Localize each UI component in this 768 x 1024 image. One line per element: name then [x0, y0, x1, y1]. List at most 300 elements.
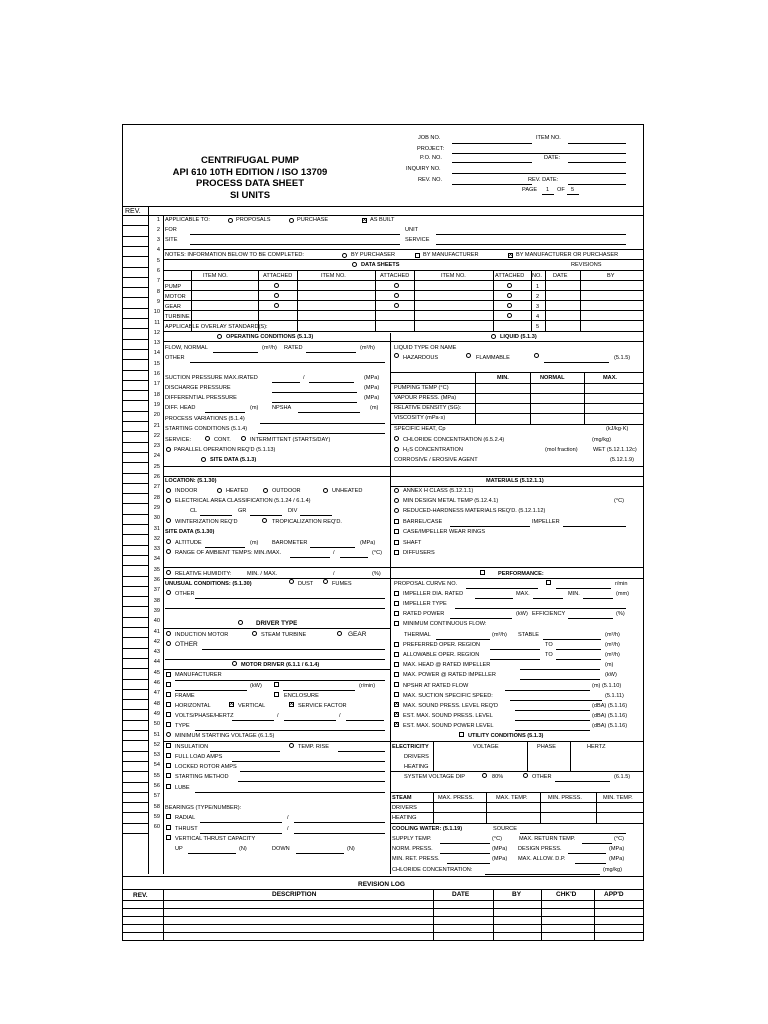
as-built-checkbox[interactable] — [362, 218, 367, 223]
rev-no-field[interactable] — [452, 184, 532, 185]
normal-header: NORMAL — [540, 375, 565, 381]
ambient-temps-radio[interactable] — [166, 549, 171, 554]
impeller-type-field[interactable] — [455, 608, 626, 609]
title-line-3: PROCESS DATA SHEET — [195, 178, 305, 189]
stable-field[interactable] — [543, 639, 601, 640]
driver-other-field-2[interactable] — [165, 659, 385, 660]
po-no-label: P.O. NO. — [420, 155, 442, 161]
h2s-radio[interactable] — [394, 447, 399, 452]
revlog-rev-header: REV. — [133, 892, 148, 899]
ambient-min-field[interactable] — [290, 557, 330, 558]
thrust-type-field[interactable] — [200, 833, 282, 834]
diff-head-label: DIFF. HEAD — [165, 405, 196, 411]
revision-log-title: REVISION LOG — [358, 881, 405, 888]
revlog-row[interactable] — [122, 940, 644, 941]
section-rule — [163, 320, 644, 321]
locked-rotor-amps-field[interactable] — [240, 771, 385, 772]
section-rule — [163, 476, 644, 477]
motor-power-checkbox[interactable] — [166, 682, 171, 687]
slash: / — [339, 713, 341, 719]
barrel-case-checkbox[interactable] — [394, 519, 399, 524]
rev-cell-rule — [122, 576, 148, 577]
allowable-from-field[interactable] — [490, 659, 540, 660]
cont-radio[interactable] — [205, 436, 210, 441]
ambient-max-field[interactable] — [340, 557, 368, 558]
item-no-label: ITEM NO. — [536, 135, 561, 141]
heated-radio[interactable] — [217, 488, 222, 493]
liquid-ref: (5.1.5) — [614, 355, 631, 361]
manufacturer-checkbox[interactable] — [166, 672, 171, 677]
line-number: 44 — [153, 659, 160, 666]
max-head-checkbox[interactable] — [394, 662, 399, 667]
radial-number-field[interactable] — [294, 822, 385, 823]
full-load-amps-checkbox[interactable] — [166, 753, 171, 758]
service-type-label: SERVICE: — [165, 437, 192, 443]
npshr-unit: (m) (5.1.10) — [592, 683, 622, 689]
motor-attached-radio[interactable] — [274, 293, 279, 298]
inquiry-no-label: INQUIRY NO. — [406, 166, 441, 172]
flammable-label: FLAMMABLE — [476, 355, 510, 361]
induction-motor-radio[interactable] — [166, 631, 171, 636]
gr-field[interactable] — [250, 515, 282, 516]
efficiency-field[interactable] — [568, 618, 613, 619]
impeller-field[interactable] — [563, 526, 626, 527]
revlog-rule — [122, 889, 644, 890]
max-power-field[interactable] — [520, 679, 600, 680]
rev-cell-rule — [122, 256, 148, 257]
dip-unit: (6.1.5) — [614, 774, 631, 780]
rated-power-checkbox[interactable] — [394, 611, 399, 616]
min-design-temp-radio[interactable] — [394, 498, 399, 503]
phase-field[interactable] — [284, 720, 336, 721]
reduced-hardness-radio[interactable] — [394, 508, 399, 513]
elec-col — [527, 741, 528, 771]
vertical-checkbox[interactable] — [229, 702, 234, 707]
thrust-down-field[interactable] — [296, 853, 344, 854]
site-field[interactable] — [190, 244, 400, 245]
line-number: 22 — [153, 432, 160, 439]
preferred-from-field[interactable] — [490, 649, 540, 650]
impeller-type-checkbox[interactable] — [394, 601, 399, 606]
design-press-label: DESIGN PRESS. — [518, 846, 562, 852]
indoor-radio[interactable] — [166, 488, 171, 493]
slash: / — [333, 571, 335, 577]
rev-cell-rule — [122, 267, 148, 268]
steam-turbine-radio[interactable] — [252, 631, 257, 636]
thrust-checkbox[interactable] — [166, 825, 171, 830]
section-rule — [163, 578, 644, 579]
col-item-no-1: ITEM NO. — [203, 273, 228, 279]
line-number: 5 — [156, 257, 160, 264]
attached-radio[interactable] — [507, 303, 512, 308]
manufacturer-field[interactable] — [175, 680, 385, 681]
est-sound-press-checkbox[interactable] — [394, 712, 399, 717]
humidity-radio[interactable] — [166, 570, 171, 575]
min-ret-press-field[interactable] — [447, 863, 490, 864]
materials-title: MATERIALS (5.12.1.1) — [486, 478, 544, 484]
barometer-field[interactable] — [310, 547, 355, 548]
temp-rise-field[interactable] — [338, 751, 385, 752]
h2s-unit: (mol fraction) — [545, 447, 578, 453]
steam-drivers-label: DRIVERS — [392, 805, 417, 811]
unit-field[interactable] — [436, 234, 626, 235]
revlog-row[interactable] — [122, 908, 644, 909]
altitude-unit: (m) — [250, 540, 259, 546]
date-field[interactable] — [568, 162, 626, 163]
proposals-radio[interactable] — [228, 218, 233, 223]
unheated-label: UNHEATED — [332, 488, 363, 494]
rev-cell-rule — [122, 565, 148, 566]
pump-row-label: PUMP — [165, 284, 182, 290]
speed-checkbox[interactable] — [546, 580, 551, 585]
min-ret-press-unit: (MPa) — [492, 856, 508, 862]
radial-checkbox[interactable] — [166, 814, 171, 819]
diffusers-checkbox[interactable] — [394, 550, 399, 555]
barrel-case-field[interactable] — [450, 526, 530, 527]
for-field[interactable] — [190, 234, 400, 235]
mnm-col — [530, 372, 531, 424]
dust-radio[interactable] — [289, 579, 294, 584]
liquid-title: LIQUID (5.1.3) — [500, 334, 537, 340]
item-no-field[interactable] — [568, 143, 626, 144]
frame-checkbox[interactable] — [166, 692, 171, 697]
rev-number-5: 5 — [536, 324, 540, 330]
service-field[interactable] — [436, 244, 626, 245]
section-rule — [390, 383, 644, 384]
revlog-row[interactable] — [122, 916, 644, 917]
max-head-unit: (m) — [605, 662, 614, 668]
sound-press-reqd-unit: (dBA) (5.1.16) — [592, 703, 628, 709]
gear-row-label: GEAR — [165, 304, 181, 310]
rev-cell-rule — [122, 297, 148, 298]
dip-other-radio[interactable] — [523, 773, 528, 778]
title-line-2: API 610 10TH EDITION / ISO 13709 — [172, 166, 328, 178]
attached-radio[interactable] — [394, 283, 399, 288]
starting-method-field[interactable] — [238, 781, 385, 782]
motor-power-field[interactable] — [175, 690, 247, 691]
purchase-radio[interactable] — [289, 218, 294, 223]
section-rule — [390, 823, 644, 824]
enclosure-checkbox[interactable] — [274, 692, 279, 697]
rev-cell-rule — [122, 308, 148, 309]
lube-field[interactable] — [195, 792, 385, 793]
utility-conditions-checkbox — [459, 732, 464, 737]
thrust-up-field[interactable] — [188, 853, 236, 854]
other-field[interactable] — [190, 362, 385, 363]
flammable-radio[interactable] — [466, 353, 471, 358]
corrosive-unit: (5.12.1.9) — [610, 457, 634, 463]
horizontal-checkbox[interactable] — [166, 702, 171, 707]
impeller-dia-rated-field[interactable] — [475, 598, 513, 599]
max-return-temp-field[interactable] — [582, 843, 612, 844]
rev-cell-rule — [122, 679, 148, 680]
rev-cell-rule — [122, 606, 148, 607]
sound-press-reqd-field[interactable] — [515, 710, 590, 711]
full-load-amps-label: FULL LOAD AMPS — [175, 754, 223, 760]
heated-label: HEATED — [226, 488, 249, 494]
insulation-field[interactable] — [210, 751, 280, 752]
of-label: OF — [557, 187, 565, 193]
rev-cell-rule — [122, 483, 148, 484]
attached-radio[interactable] — [394, 303, 399, 308]
steam-min-temp: MIN. TEMP. — [603, 795, 633, 801]
rev-cell-rule — [122, 668, 148, 669]
max-power-label: MAX. POWER @ RATED IMPELLER — [403, 672, 496, 678]
line-number: 57 — [153, 793, 160, 800]
diff-head-field[interactable] — [205, 412, 245, 413]
temp-rise-radio[interactable] — [289, 743, 294, 748]
pump-attached-radio[interactable] — [274, 283, 279, 288]
project-field[interactable] — [452, 153, 626, 154]
section-rule — [163, 341, 644, 342]
starting-conditions-field[interactable] — [258, 433, 385, 434]
altitude-radio[interactable] — [166, 539, 171, 544]
motor-speed-checkbox[interactable] — [274, 682, 279, 687]
chloride-label: CHLORIDE CONCENTRATION (6.5.2.4) — [403, 437, 505, 443]
steam-heating-label: HEATING — [392, 815, 417, 821]
full-load-amps-field[interactable] — [232, 761, 385, 762]
driver-other-field[interactable] — [202, 649, 385, 650]
line-number: 2 — [156, 226, 160, 233]
starting-method-checkbox[interactable] — [166, 773, 171, 778]
rated-flow-field[interactable] — [306, 352, 356, 353]
line-number: 40 — [153, 618, 160, 625]
gear-label: GEAR — [348, 631, 367, 638]
rev-cell-rule — [122, 349, 148, 350]
dip-other-field[interactable] — [555, 781, 610, 782]
revlog-row[interactable] — [122, 932, 644, 933]
line-number: 39 — [153, 607, 160, 614]
humidity-max-field[interactable] — [340, 578, 368, 579]
annex-h-radio[interactable] — [394, 488, 399, 493]
unusual-other-field-2[interactable] — [165, 608, 385, 609]
revlog-row[interactable] — [122, 900, 644, 901]
gear-radio[interactable] — [337, 631, 342, 636]
service-factor-checkbox[interactable] — [289, 702, 294, 707]
gear-attached-radio[interactable] — [274, 303, 279, 308]
max-allow-dp-field[interactable] — [575, 863, 606, 864]
line-number: 28 — [153, 494, 160, 501]
rev-cell-rule — [122, 782, 148, 783]
locked-rotor-amps-label: LOCKED ROTOR AMPS — [175, 764, 237, 770]
radial-type-field[interactable] — [200, 822, 282, 823]
est-sound-power-label: EST. MAX. SOUND POWER LEVEL — [403, 723, 494, 729]
attached-radio[interactable] — [507, 313, 512, 318]
locked-rotor-amps-checkbox[interactable] — [166, 763, 171, 768]
supply-temp-field[interactable] — [440, 843, 490, 844]
driver-other-radio[interactable] — [166, 641, 171, 646]
tropicalization-radio[interactable] — [262, 518, 267, 523]
outdoor-radio[interactable] — [263, 488, 268, 493]
rev-date-field[interactable] — [568, 184, 626, 185]
wear-rings-checkbox[interactable] — [394, 529, 399, 534]
driver-type-title: DRIVER TYPE — [256, 620, 298, 627]
min-continuous-flow-checkbox[interactable] — [394, 621, 399, 626]
hertz-header: HERTZ — [587, 744, 606, 750]
suction-rated-field[interactable] — [309, 382, 354, 383]
line-number: 50 — [153, 721, 160, 728]
winterization-radio[interactable] — [166, 518, 171, 523]
allowable-to-field[interactable] — [556, 659, 601, 660]
barometer-unit: (MPa) — [360, 540, 376, 546]
discharge-unit: (MPa) — [364, 385, 380, 391]
max-return-temp-label: MAX. RETURN TEMP. — [519, 836, 576, 842]
thermal-field[interactable] — [436, 639, 490, 640]
norm-press-field[interactable] — [440, 853, 490, 854]
shaft-checkbox[interactable] — [394, 540, 399, 545]
inquiry-no-field[interactable] — [452, 173, 626, 174]
liquid-other-field[interactable] — [544, 362, 609, 363]
data-sheets-title: DATA SHEETS — [361, 262, 400, 268]
max-power-checkbox[interactable] — [394, 672, 399, 677]
line-number: 9 — [156, 298, 160, 305]
unit-label: UNIT — [405, 227, 419, 233]
thrust-down-unit: (N) — [347, 846, 355, 852]
allowable-region-checkbox[interactable] — [394, 652, 399, 657]
diff-pressure-field[interactable] — [272, 402, 357, 403]
hazardous-radio[interactable] — [394, 353, 399, 358]
fumes-radio[interactable] — [323, 579, 328, 584]
lube-label: LUBE — [175, 785, 190, 791]
preferred-to-field[interactable] — [556, 649, 601, 650]
steam-turbine-label: STEAM TURBINE — [261, 632, 307, 638]
section-rule — [163, 259, 644, 260]
parallel-operation-label: PARALLEL OPERATION REQ'D (5.1.13) — [174, 447, 276, 453]
volts-checkbox[interactable] — [166, 712, 171, 717]
process-variations-field[interactable] — [260, 423, 385, 424]
steam-min-press: MIN. PRESS. — [548, 795, 582, 801]
site-data-sub-title: SITE DATA (5.1.30) — [165, 529, 215, 535]
revlog-row[interactable] — [122, 924, 644, 925]
frame-label: FRAME — [175, 693, 195, 699]
job-no-field[interactable] — [452, 143, 532, 144]
insulation-checkbox[interactable] — [166, 743, 171, 748]
attached-radio[interactable] — [507, 293, 512, 298]
cl-label: CL — [190, 508, 198, 514]
rev-cell-rule — [122, 473, 148, 474]
design-press-unit: (MPa) — [609, 846, 625, 852]
line-number: 55 — [153, 772, 160, 779]
purchase-label: PURCHASE — [297, 217, 329, 223]
est-sound-press-field[interactable] — [515, 720, 590, 721]
rev-cell-rule — [122, 596, 148, 597]
motor-speed-field[interactable] — [283, 690, 355, 691]
npshr-field[interactable] — [505, 690, 590, 691]
phase-header: PHASE — [537, 744, 556, 750]
impeller-dia-checkbox[interactable] — [394, 591, 399, 596]
electrical-area-radio[interactable] — [166, 498, 171, 503]
sound-press-reqd-checkbox[interactable] — [394, 702, 399, 707]
npshr-checkbox[interactable] — [394, 682, 399, 687]
chloride-radio[interactable] — [394, 436, 399, 441]
speed-field[interactable] — [556, 588, 611, 589]
chloride-conc-field[interactable] — [485, 874, 600, 875]
unusual-other-radio[interactable] — [166, 590, 171, 595]
attached-radio[interactable] — [507, 283, 512, 288]
min-starting-voltage-radio[interactable] — [166, 732, 171, 737]
col-item-no-3: ITEM NO. — [441, 273, 466, 279]
volts-field[interactable] — [232, 720, 274, 721]
liquid-type-label: LIQUID TYPE OR NAME — [394, 345, 457, 351]
line-number: 34 — [153, 556, 160, 563]
hertz-field[interactable] — [346, 720, 384, 721]
parallel-operation-radio[interactable] — [166, 447, 171, 452]
preferred-region-checkbox[interactable] — [394, 642, 399, 647]
location-title: LOCATION: (5.1.30) — [165, 478, 217, 484]
reduced-hardness-label: REDUCED-HARDNESS MATERIALS REQ'D. (5.12.1.12) — [403, 508, 546, 514]
design-press-field[interactable] — [568, 853, 606, 854]
section-rule — [163, 466, 644, 467]
section-rule — [390, 802, 644, 803]
line-number: 56 — [153, 783, 160, 789]
flow-normal-field[interactable] — [213, 352, 258, 353]
type-field[interactable] — [195, 730, 385, 731]
est-sound-power-field[interactable] — [515, 730, 590, 731]
h2s-label: H₂S CONCENTRATION — [403, 447, 463, 453]
preferred-to-label: TO — [545, 642, 553, 648]
source-field[interactable] — [520, 833, 626, 834]
proposal-curve-label: PROPOSAL CURVE NO. — [394, 581, 458, 587]
vertical-thrust-checkbox[interactable] — [166, 835, 171, 840]
elec-col — [433, 741, 434, 771]
annex-h-label: ANNEX H CLASS (5.12.1.1) — [403, 488, 474, 494]
div-label: DIV — [288, 508, 298, 514]
line-number: 54 — [153, 762, 160, 769]
max-head-field[interactable] — [520, 669, 600, 670]
flow-unit: (m³/h) — [262, 345, 277, 351]
attached-radio[interactable] — [394, 293, 399, 298]
intermittent-radio[interactable] — [241, 436, 246, 441]
volts-label: VOLTS/PHASE/HERTZ — [175, 713, 234, 719]
line-number: 36 — [153, 577, 160, 583]
po-no-field[interactable] — [452, 162, 532, 163]
thrust-number-field[interactable] — [294, 833, 385, 834]
impeller-dia-min-field[interactable] — [583, 598, 613, 599]
dip-80-radio[interactable] — [482, 773, 487, 778]
unusual-other-field[interactable] — [195, 598, 385, 599]
lube-checkbox[interactable] — [166, 784, 171, 789]
cl-field[interactable] — [200, 515, 232, 516]
est-sound-power-checkbox[interactable] — [394, 722, 399, 727]
proposal-curve-field[interactable] — [466, 588, 538, 589]
chloride-conc-label: CHLORIDE CONCENTRATION: — [392, 867, 473, 873]
div-field[interactable] — [300, 515, 332, 516]
line-number: 26 — [153, 474, 160, 480]
relative-density-label: RELATIVE DENSITY (SG): — [394, 405, 462, 411]
suction-max-field[interactable] — [272, 382, 300, 383]
liquid-other-radio[interactable] — [534, 353, 539, 358]
line-number: 4 — [156, 247, 160, 254]
max-allow-dp-unit: (MPa) — [609, 856, 625, 862]
discharge-field[interactable] — [272, 392, 357, 393]
col-by: BY — [607, 273, 615, 279]
title-line-4: SI UNITS — [229, 189, 271, 201]
suction-specific-speed-checkbox[interactable] — [394, 692, 399, 697]
npsha-field[interactable] — [298, 412, 360, 413]
line-number: 47 — [153, 690, 160, 697]
min-header: MIN. — [497, 375, 509, 381]
unheated-radio[interactable] — [323, 488, 328, 493]
rev-cell-rule — [122, 627, 148, 628]
ds-col-line — [531, 270, 532, 332]
rated-power-field[interactable] — [450, 618, 512, 619]
type-checkbox[interactable] — [166, 722, 171, 727]
altitude-field[interactable] — [205, 547, 245, 548]
line-number: 23 — [153, 443, 160, 450]
suction-specific-speed-field[interactable] — [510, 700, 602, 701]
fumes-label: FUMES — [332, 581, 352, 587]
impeller-dia-max-field[interactable] — [533, 598, 563, 599]
